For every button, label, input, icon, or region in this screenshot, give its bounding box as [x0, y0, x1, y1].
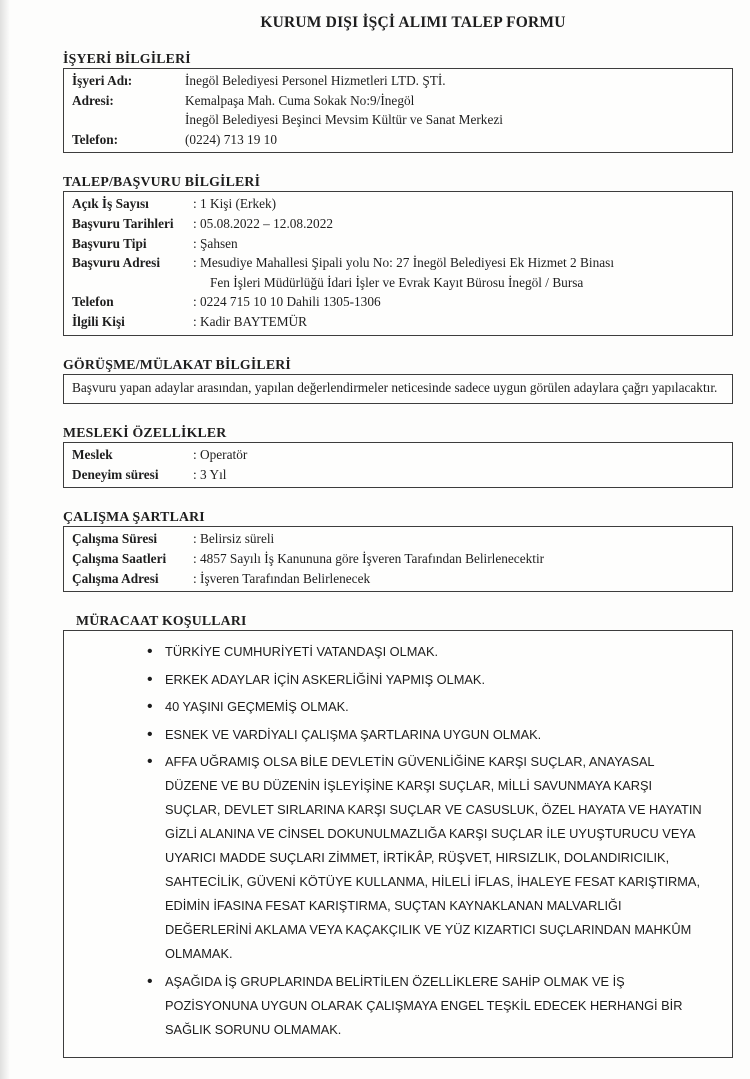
address-line-2: İnegöl Belediyesi Beşinci Mevsim Kültür ve Sanat Merkezi: [185, 112, 503, 128]
row-value: : 1 Kişi (Erkek): [193, 196, 277, 212]
table-row: [72, 91, 724, 130]
row-label: Çalışma Süresi: [72, 531, 158, 547]
table-row: [72, 234, 724, 254]
row-label: Başvuru Adresi: [72, 255, 161, 271]
row-value: : İşveren Tarafından Belirlenecek: [193, 570, 371, 586]
row-label: Başvuru Tarihleri: [72, 215, 174, 231]
section-box-calisma: [63, 526, 733, 592]
table-row: [72, 445, 724, 465]
table-row: [72, 312, 724, 332]
form-content: [63, 0, 733, 1058]
section-heading-mesleki: MESLEKİ ÖZELLİKLER: [63, 425, 227, 441]
address-line-2: Fen İşleri Müdürlüğü İdari İşler ve Evrak Kayıt Bürosu İnegöl / Bursa: [210, 274, 584, 290]
address-line-1: : Mesudiye Mahallesi Şipali yolu No: 27 İnegöl Belediyesi Ek Hizmet 2 Binası: [193, 255, 615, 271]
table-row: [72, 549, 724, 569]
row-label: Çalışma Adresi: [72, 570, 159, 586]
interview-note: Başvuru yapan adaylar arasından, yapılan değerlendirmeler neticesinde sadece uygun görülen adaylara çağrı yapılacaktır.: [72, 379, 718, 395]
row-value: : Belirsiz süreli: [193, 531, 275, 547]
table-row: [72, 71, 724, 91]
section-heading-isyeri: İŞYERİ BİLGİLERİ: [63, 51, 191, 66]
section-heading-gorusme: GÖRÜŞME/MÜLAKAT BİLGİLERİ: [63, 356, 291, 372]
row-label: Başvuru Tipi: [72, 235, 147, 251]
requirement-item: • TÜRKİYE CUMHURİYETİ VATANDAŞI OLMAK.: [145, 640, 707, 664]
address-line-1: Kemalpaşa Mah. Cuma Sokak No:9/İnegöl: [185, 92, 415, 108]
requirement-item: • 40 YAŞINI GEÇMEMİŞ OLMAK.: [145, 695, 707, 719]
section-box-gorusme: [63, 374, 733, 405]
row-label: Açık İş Sayısı: [72, 196, 149, 212]
row-value: : Kadir BAYTEMÜR: [193, 313, 308, 329]
row-value: : 4857 Sayılı İş Kanununa göre İşveren Tarafından Belirlenecektir: [193, 550, 545, 566]
row-value: [193, 253, 614, 292]
row-value: : 3 Yıl: [193, 466, 227, 482]
row-label: Deneyim süresi: [72, 466, 159, 482]
table-row: [72, 130, 724, 150]
row-label: Telefon:: [72, 131, 119, 147]
requirement-item: • ESNEK VE VARDİYALI ÇALIŞMA ŞARTLARINA UYGUN OLMAK.: [145, 723, 707, 747]
section-box-muracaat: [63, 630, 733, 1058]
table-row: [72, 253, 724, 292]
table-row: [72, 214, 724, 234]
requirement-item: • AFFA UĞRAMIŞ OLSA BİLE DEVLETİN GÜVENLİĞİNE KARŞI SUÇLAR, ANAYASAL DÜZENE VE BU DÜZENİN İŞLEYİŞİNE KARŞI SUÇLAR, MİLLİ SAVUNMAYA KARŞI SUÇLAR, DEVLET SIRLARINA KARŞI SUÇLAR VE CASUSLUK, ÖZEL HAYATA VE HAYATIN GİZLİ ALANINA VE CİNSEL DOKUNULMAZLIĞA KARŞI SUÇLAR İLE UYUŞTURUCU VEYA UYARICI MADDE SUÇLARI ZİMMET, İRTİKÂP, RÜŞVET, HIRSIZLIK, DOLANDIRICILIK, SAHTECİLİK, GÜVENİ KÖTÜYE KULLANMA, HİLELİ İFLAS, İHALEYE FESAT KARIŞTIRMA, EDİMİN İFASINA FESAT KARIŞTIRMA, SUÇTAN KAYNAKLANAN MALVARLIĞI DEĞERLERİNİ AKLAMA VEYA KAÇAKÇILIK VE YÜZ KIZARTICI SUÇLARINDAN MAHKÛM OLMAMAK.: [145, 750, 707, 966]
requirement-item: • AŞAĞIDA İŞ GRUPLARINDA BELİRTİLEN ÖZELLİKLERE SAHİP OLMAK VE İŞ POZİSYONUNA UYGUN OLARAK ÇALIŞMAYA ENGEL TEŞKİL EDECEK HERHANGİ BİR SAĞLIK SORUNU OLMAMAK.: [145, 970, 707, 1042]
row-value: İnegöl Belediyesi Personel Hizmetleri LTD. ŞTİ.: [185, 73, 446, 88]
row-value: : Operatör: [193, 447, 248, 463]
requirements-list: [145, 640, 707, 1042]
page-title: KURUM DIŞI İŞÇİ ALIMI TALEP FORMU: [260, 14, 566, 31]
row-value: (0224) 713 19 10: [185, 131, 277, 147]
row-label: İşyeri Adı:: [72, 73, 133, 88]
table-row: [72, 292, 724, 312]
row-label: İlgili Kişi: [72, 313, 125, 329]
section-heading-calisma: ÇALIŞMA ŞARTLARI: [63, 509, 205, 525]
section-box-mesleki: [63, 442, 733, 488]
table-row: [72, 569, 724, 589]
row-label: Adresi:: [72, 92, 114, 108]
row-value: : Şahsen: [193, 235, 238, 251]
section-heading-muracaat: MÜRACAAT KOŞULLARI: [76, 613, 247, 629]
row-label: Meslek: [72, 447, 113, 463]
table-row: [72, 465, 724, 485]
section-box-talep: [63, 191, 733, 335]
row-label: Çalışma Saatleri: [72, 550, 167, 566]
row-value: : 05.08.2022 – 12.08.2022: [193, 215, 333, 231]
section-heading-talep: TALEP/BAŞVURU BİLGİLERİ: [63, 174, 261, 190]
table-row: [72, 529, 724, 549]
row-label: Telefon: [72, 294, 114, 310]
row-value: [185, 91, 503, 130]
section-box-isyeri: [63, 68, 733, 153]
requirement-item: • ERKEK ADAYLAR İÇİN ASKERLİĞİNİ YAPMIŞ OLMAK.: [145, 668, 707, 692]
row-value: : 0224 715 10 10 Dahili 1305-1306: [193, 294, 381, 310]
table-row: [72, 194, 724, 214]
